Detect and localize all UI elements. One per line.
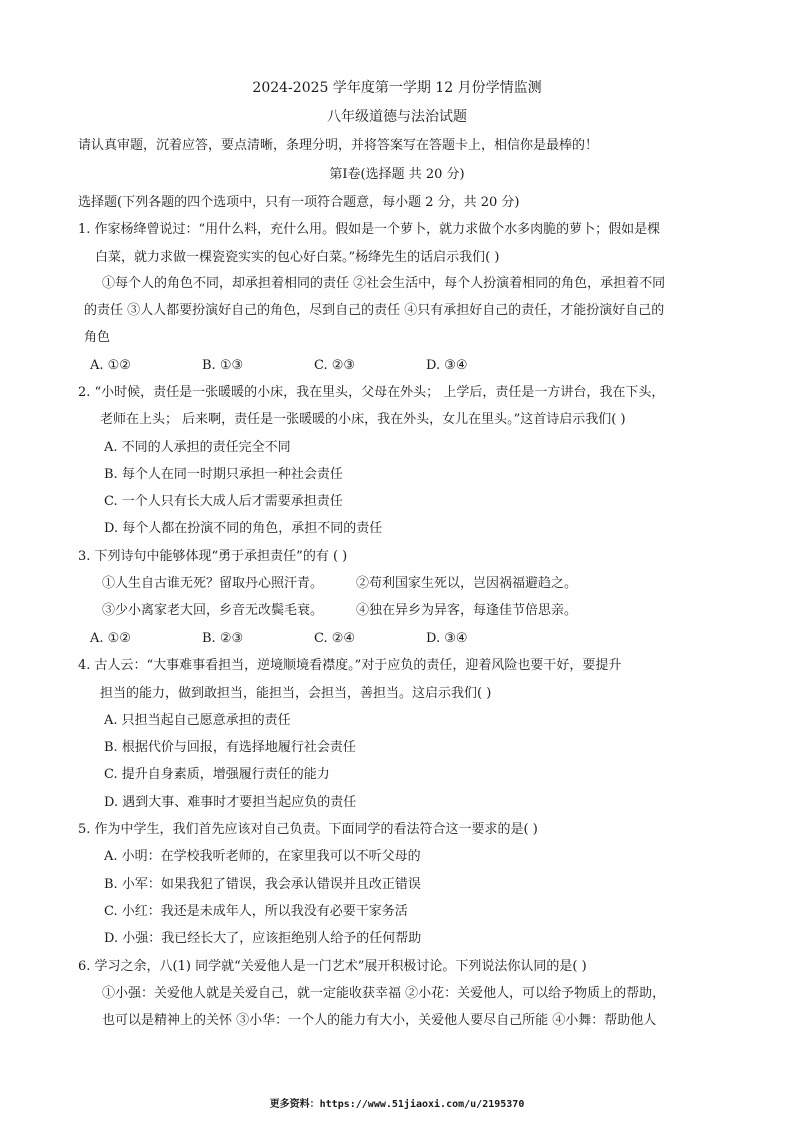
option-c: C. 提升自身素质，增强履行责任的能力: [104, 767, 330, 782]
question-text: 5. 作为中学生，我们首先应该对自己负责。下面同学的看法符合这一要求的是( ): [78, 822, 538, 837]
option-c: C. 小红：我还是未成年人，所以我没有必要干家务活: [104, 904, 408, 919]
question-text: 2. “小时候，责任是一张暖暖的小床，我在里头，父母在外头； 上学后，责任是一方讲台，我在下头，: [78, 385, 665, 400]
option-c: C. ②③: [314, 358, 356, 373]
option-d: D. 小强：我已经长大了，应该拒绝别人给予的任何帮助: [104, 931, 422, 946]
question-text: 白菜，就力求做一棵瓷瓷实实的包心好白菜。”杨绛先生的话启示我们( ): [95, 250, 500, 265]
option-c: C. ②④: [314, 631, 356, 646]
option-a: A. 不同的人承担的责任完全不同: [104, 440, 291, 455]
poem-line: ④独在异乡为异客，每逢佳节倍思亲。: [356, 603, 578, 618]
option-d: D. 遇到大事、难事时才要担当起应负的责任: [104, 795, 357, 810]
option-b: B. 根据代价与回报，有选择地履行社会责任: [104, 740, 356, 755]
statement-text: ①每个人的角色不同，却承担着相同的责任 ②社会生活中，每个人扮演着相同的角色，承担着不同: [102, 276, 666, 291]
statement-text: 角色: [84, 330, 111, 345]
option-a: A. 小明：在学校我听老师的，在家里我可以不听父母的: [104, 849, 421, 864]
question-text: 3. 下列诗句中能够体现“勇于承担责任”的有 ( ): [78, 549, 348, 564]
option-a: A. ①②: [90, 631, 131, 646]
question-text: 1. 作家杨绛曾说过：“用什么料，充什么用。假如是一个萝卜，就力求做个水多肉脆的萝卜；假如是棵: [78, 222, 661, 237]
statement-text: 的责任 ③人人都要扮演好自己的角色，尽到自己的责任 ④只有承担好自己的责任，才能扮演好自己的: [84, 303, 665, 318]
exam-title: 2024-2025 学年度第一学期 12 月份学情监测: [252, 80, 542, 96]
option-b: B. ①③: [202, 358, 244, 373]
statement-text: ①小强：关爱他人就是关爱自己，就一定能收获幸福 ②小花：关爱他人，可以给予物质上的帮助，: [102, 986, 666, 1001]
question-text: 老师在上头； 后来啊，责任是一张暖暖的小床，我在外头，女儿在里头。”这首诗启示我们( ): [100, 412, 626, 427]
instruction-text: 请认真审题，沉着应答，要点清晰，条理分明，并将答案写在答题卡上，相信你是最棒的！: [78, 138, 599, 153]
poem-line: ②苟利国家生死以，岂因祸福避趋之。: [356, 576, 578, 591]
poem-line: ③少小离家老大回，乡音无改鬓毛衰。: [102, 603, 324, 618]
option-c: C. 一个人只有长大成人后才需要承担责任: [104, 494, 343, 509]
question-text: 6. 学习之余，八(1) 同学就“关爱他人是一门艺术”展开积极讨论。下列说法你认同的是( ): [78, 959, 587, 974]
option-a: A. ①②: [90, 358, 131, 373]
option-b: B. 每个人在同一时期只承担一种社会责任: [104, 467, 343, 482]
option-d: D. ③④: [426, 358, 468, 373]
exam-subtitle: 八年级道德与法治试题: [327, 109, 467, 125]
option-d: D. 每个人都在扮演不同的角色，承担不同的责任: [104, 521, 383, 536]
option-b: B. ②③: [202, 631, 244, 646]
question-text: 4. 古人云：“大事难事看担当，逆境顺境看襟度。”对于应负的责任，迎着风险也要干好，要提升: [78, 658, 622, 673]
section-note: 选择题(下列各题的四个选项中，只有一项符合题意，每小题 2 分，共 20 分): [78, 195, 520, 210]
option-d: D. ③④: [426, 631, 468, 646]
question-text: 担当的能力，做到敢担当，能担当，会担当，善担当。这启示我们( ): [100, 686, 492, 701]
option-a: A. 只担当起自己愿意承担的责任: [104, 713, 291, 728]
section-heading: 第Ⅰ卷(选择题 共 20 分): [329, 167, 465, 182]
poem-line: ①人生自古谁无死？留取丹心照汗青。: [102, 576, 324, 591]
footer-link[interactable]: 更多资料：https://www.51jiaoxi.com/u/2195370: [269, 1099, 525, 1110]
statement-text: 也可以是精神上的关怀 ③小华：一个人的能力有大小，关爱他人要尽自己所能 ④小舞：帮助他人: [102, 1013, 657, 1028]
option-b: B. 小军：如果我犯了错误，我会承认错误并且改正错误: [104, 877, 421, 892]
